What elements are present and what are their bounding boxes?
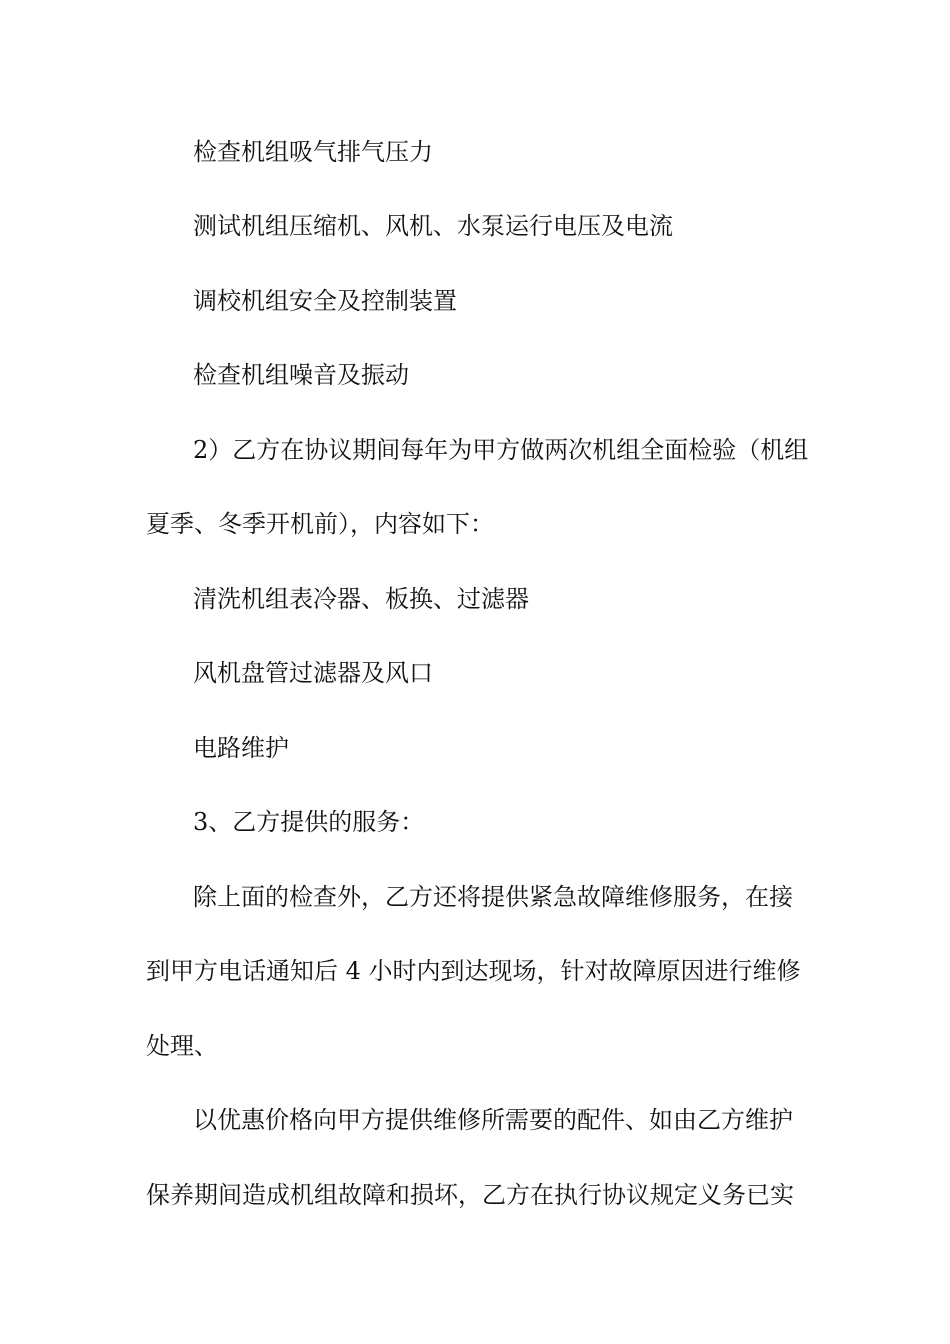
text-line-12: 到甲方电话通知后 4 小时内到达现场，针对故障原因进行维修 — [146, 957, 801, 985]
text-line-13: 处理、 — [146, 1032, 218, 1060]
text-line-7: 清洗机组表冷器、板换、过滤器 — [193, 585, 529, 613]
text-line-11: 除上面的检查外，乙方还将提供紧急故障维修服务，在接 — [193, 883, 793, 911]
text-line-10: 3、乙方提供的服务： — [193, 808, 425, 836]
text-line-1: 检查机组吸气排气压力 — [193, 138, 433, 166]
text-line-4: 检查机组噪音及振动 — [193, 361, 409, 389]
text-line-2: 测试机组压缩机、风机、水泵运行电压及电流 — [193, 212, 673, 240]
text-line-8: 风机盘管过滤器及风口 — [193, 659, 433, 687]
text-line-3: 调校机组安全及控制装置 — [193, 287, 457, 315]
text-line-14: 以优惠价格向甲方提供维修所需要的配件、如由乙方维护 — [193, 1106, 793, 1134]
text-line-15: 保养期间造成机组故障和损坏，乙方在执行协议规定义务已实 — [146, 1181, 794, 1209]
text-line-6: 夏季、冬季开机前），内容如下： — [146, 510, 494, 538]
text-line-9: 电路维护 — [193, 734, 289, 762]
text-line-5: 2）乙方在协议期间每年为甲方做两次机组全面检验（机组 — [193, 436, 809, 464]
